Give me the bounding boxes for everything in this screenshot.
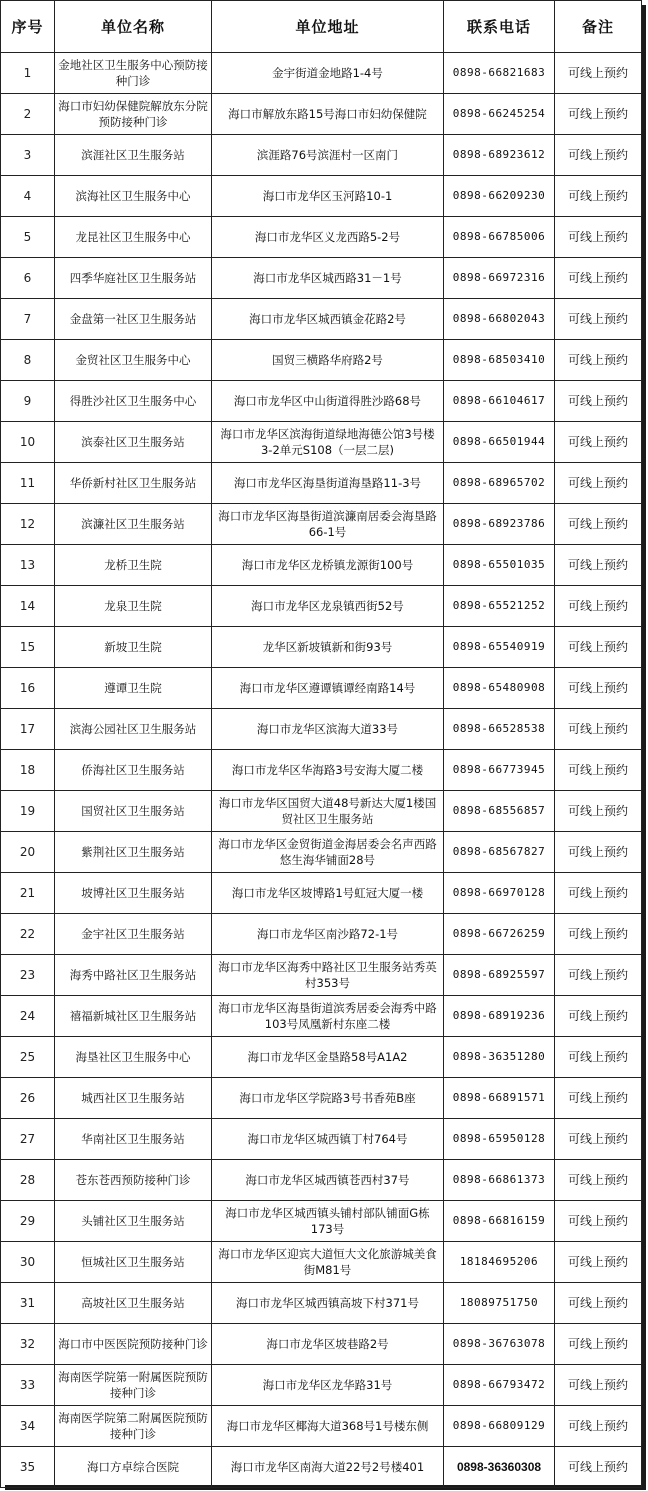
- cell-phone: 0898-66245254: [444, 94, 555, 135]
- cell-unit-name: 遵谭卫生院: [55, 668, 212, 709]
- cell-unit-address: 海口市龙华区玉河路10-1: [212, 176, 444, 217]
- cell-unit-name: 滨涯社区卫生服务站: [55, 135, 212, 176]
- cell-note: 可线上预约: [555, 709, 642, 750]
- cell-note: 可线上预约: [555, 832, 642, 873]
- cell-phone: 0898-68965702: [444, 463, 555, 504]
- cell-unit-address: 海口市龙华区海垦街道海垦路11-3号: [212, 463, 444, 504]
- cell-unit-name: 龙桥卫生院: [55, 545, 212, 586]
- cell-note: 可线上预约: [555, 791, 642, 832]
- cell-unit-address: 海口市龙华区坡巷路2号: [212, 1324, 444, 1365]
- cell-note: 可线上预约: [555, 422, 642, 463]
- cell-unit-address: 海口市龙华区城西镇苍西村37号: [212, 1160, 444, 1201]
- cell-unit-address: 海口市龙华区海秀中路社区卫生服务站秀英村353号: [212, 955, 444, 996]
- table-row: [1, 504, 642, 545]
- cell-unit-address: 海口市龙华区金垦路58号A1A2: [212, 1037, 444, 1078]
- cell-number: 33: [1, 1365, 55, 1406]
- cell-number: 17: [1, 709, 55, 750]
- cell-phone: 0898-65521252: [444, 586, 555, 627]
- cell-phone: 0898-66726259: [444, 914, 555, 955]
- table-row: [1, 381, 642, 422]
- cell-phone: 0898-68503410: [444, 340, 555, 381]
- cell-note: 可线上预约: [555, 135, 642, 176]
- cell-note: 可线上预约: [555, 299, 642, 340]
- cell-unit-address: 海口市龙华区城西镇高坡下村371号: [212, 1283, 444, 1324]
- table-row: [1, 914, 642, 955]
- cell-number: 31: [1, 1283, 55, 1324]
- table-row: [1, 422, 642, 463]
- table-row: [1, 996, 642, 1037]
- cell-note: 可线上预约: [555, 996, 642, 1037]
- table-row: [1, 955, 642, 996]
- cell-unit-name: 华南社区卫生服务站: [55, 1119, 212, 1160]
- cell-number: 35: [1, 1447, 55, 1488]
- cell-note: 可线上预约: [555, 1447, 642, 1488]
- table-row: [1, 258, 642, 299]
- cell-unit-address: 海口市龙华区国贸大道48号新达大厦1楼国贸社区卫生服务站: [212, 791, 444, 832]
- cell-note: 可线上预约: [555, 914, 642, 955]
- cell-phone: 0898-66528538: [444, 709, 555, 750]
- table-row: [1, 1324, 642, 1365]
- cell-number: 30: [1, 1242, 55, 1283]
- cell-unit-name: 海口市妇幼保健院解放东分院预防接种门诊: [55, 94, 212, 135]
- cell-unit-name: 金宇社区卫生服务站: [55, 914, 212, 955]
- cell-note: 可线上预约: [555, 627, 642, 668]
- cell-note: 可线上预约: [555, 1283, 642, 1324]
- cell-number: 25: [1, 1037, 55, 1078]
- table-row: [1, 668, 642, 709]
- cell-unit-name: 滨海公园社区卫生服务站: [55, 709, 212, 750]
- cell-number: 24: [1, 996, 55, 1037]
- cell-number: 26: [1, 1078, 55, 1119]
- table-row: [1, 1119, 642, 1160]
- cell-unit-name: 金贸社区卫生服务中心: [55, 340, 212, 381]
- cell-unit-address: 海口市龙华区遵谭镇谭经南路14号: [212, 668, 444, 709]
- cell-phone: 0898-68567827: [444, 832, 555, 873]
- cell-phone: 18089751750: [444, 1283, 555, 1324]
- cell-phone: 0898-36763078: [444, 1324, 555, 1365]
- cell-note: 可线上预约: [555, 1365, 642, 1406]
- cell-unit-address: 海口市龙华区南沙路72-1号: [212, 914, 444, 955]
- table-row: [1, 340, 642, 381]
- table-row: [1, 873, 642, 914]
- cell-number: 14: [1, 586, 55, 627]
- cell-number: 18: [1, 750, 55, 791]
- table-row: [1, 750, 642, 791]
- cell-unit-name: 滨泰社区卫生服务站: [55, 422, 212, 463]
- table-row: [1, 791, 642, 832]
- cell-note: 可线上预约: [555, 1242, 642, 1283]
- cell-number: 9: [1, 381, 55, 422]
- cell-unit-address: 海口市龙华区华海路3号安海大厦二楼: [212, 750, 444, 791]
- table-row: [1, 1037, 642, 1078]
- table-row: [1, 709, 642, 750]
- cell-unit-name: 海垦社区卫生服务中心: [55, 1037, 212, 1078]
- table-row: [1, 1160, 642, 1201]
- cell-unit-address: 海口市龙华区海垦街道滨濂南居委会海垦路66-1号: [212, 504, 444, 545]
- cell-number: 20: [1, 832, 55, 873]
- cell-number: 11: [1, 463, 55, 504]
- cell-unit-name: 金盘第一社区卫生服务站: [55, 299, 212, 340]
- cell-unit-name: 滨海社区卫生服务中心: [55, 176, 212, 217]
- cell-note: 可线上预约: [555, 955, 642, 996]
- cell-note: 可线上预约: [555, 53, 642, 94]
- cell-unit-name: 海口方卓综合医院: [55, 1447, 212, 1488]
- cell-number: 3: [1, 135, 55, 176]
- cell-note: 可线上预约: [555, 381, 642, 422]
- cell-unit-address: 海口市龙华区龙华路31号: [212, 1365, 444, 1406]
- cell-phone: 0898-65501035: [444, 545, 555, 586]
- cell-unit-name: 四季华庭社区卫生服务站: [55, 258, 212, 299]
- table-row: [1, 53, 642, 94]
- cell-phone: 0898-65540919: [444, 627, 555, 668]
- cell-phone: 0898-68923786: [444, 504, 555, 545]
- table-row: [1, 299, 642, 340]
- cell-unit-name: 华侨新村社区卫生服务站: [55, 463, 212, 504]
- cell-number: 6: [1, 258, 55, 299]
- table-row: [1, 545, 642, 586]
- cell-number: 23: [1, 955, 55, 996]
- cell-unit-name: 侨海社区卫生服务站: [55, 750, 212, 791]
- cell-number: 34: [1, 1406, 55, 1447]
- cell-unit-name: 城西社区卫生服务站: [55, 1078, 212, 1119]
- cell-note: 可线上预约: [555, 1406, 642, 1447]
- cell-unit-name: 头铺社区卫生服务站: [55, 1201, 212, 1242]
- cell-number: 19: [1, 791, 55, 832]
- cell-unit-name: 龙泉卫生院: [55, 586, 212, 627]
- cell-phone: 0898-66816159: [444, 1201, 555, 1242]
- cell-unit-address: 海口市龙华区中山街道得胜沙路68号: [212, 381, 444, 422]
- cell-number: 4: [1, 176, 55, 217]
- cell-number: 15: [1, 627, 55, 668]
- cell-unit-address: 海口市解放东路15号海口市妇幼保健院: [212, 94, 444, 135]
- cell-phone: 0898-65950128: [444, 1119, 555, 1160]
- cell-unit-address: 海口市龙华区滨海街道绿地海德公馆3号楼3-2单元S108（一层二层): [212, 422, 444, 463]
- cell-phone: 0898-66793472: [444, 1365, 555, 1406]
- cell-note: 可线上预约: [555, 94, 642, 135]
- header-row: [1, 1, 642, 53]
- cell-phone: 0898-66209230: [444, 176, 555, 217]
- cell-phone: 0898-66861373: [444, 1160, 555, 1201]
- cell-unit-address: 海口市龙华区学院路3号书香苑B座: [212, 1078, 444, 1119]
- cell-note: 可线上预约: [555, 586, 642, 627]
- table-row: [1, 217, 642, 258]
- cell-number: 28: [1, 1160, 55, 1201]
- cell-unit-address: 海口市龙华区金贸街道金海居委会名声西路悠生海华铺面28号: [212, 832, 444, 873]
- cell-unit-address: 海口市龙华区龙泉镇西街52号: [212, 586, 444, 627]
- cell-phone: 0898-68925597: [444, 955, 555, 996]
- cell-unit-name: 高坡社区卫生服务站: [55, 1283, 212, 1324]
- cell-note: 可线上预约: [555, 1201, 642, 1242]
- cell-number: 29: [1, 1201, 55, 1242]
- cell-unit-address: 滨涯路76号滨涯村一区南门: [212, 135, 444, 176]
- cell-phone: 0898-66970128: [444, 873, 555, 914]
- cell-number: 21: [1, 873, 55, 914]
- cell-unit-name: 禧福新城社区卫生服务站: [55, 996, 212, 1037]
- cell-note: 可线上预约: [555, 176, 642, 217]
- table-body: [1, 53, 642, 1488]
- cell-number: 27: [1, 1119, 55, 1160]
- header-unit-name: 单位名称: [55, 1, 212, 53]
- cell-phone: 0898-66809129: [444, 1406, 555, 1447]
- table-row: [1, 832, 642, 873]
- cell-number: 10: [1, 422, 55, 463]
- table-row: [1, 135, 642, 176]
- cell-note: 可线上预约: [555, 750, 642, 791]
- table-row: [1, 627, 642, 668]
- table-row: [1, 1078, 642, 1119]
- cell-unit-address: 海口市龙华区城西路31－1号: [212, 258, 444, 299]
- cell-unit-address: 海口市龙华区龙桥镇龙源街100号: [212, 545, 444, 586]
- cell-unit-address: 海口市龙华区南海大道22号2号楼401: [212, 1447, 444, 1488]
- cell-number: 22: [1, 914, 55, 955]
- cell-unit-address: 龙华区新坡镇新和街93号: [212, 627, 444, 668]
- cell-unit-name: 滨濂社区卫生服务站: [55, 504, 212, 545]
- cell-note: 可线上预约: [555, 1160, 642, 1201]
- cell-phone: 0898-66785006: [444, 217, 555, 258]
- table-row: [1, 94, 642, 135]
- header-note: 备注: [555, 1, 642, 53]
- cell-note: 可线上预约: [555, 873, 642, 914]
- cell-unit-name: 新坡卫生院: [55, 627, 212, 668]
- cell-unit-name: 海秀中路社区卫生服务站: [55, 955, 212, 996]
- cell-phone: 0898-66821683: [444, 53, 555, 94]
- table-row: [1, 1283, 642, 1324]
- cell-phone: 0898-66501944: [444, 422, 555, 463]
- cell-unit-name: 龙昆社区卫生服务中心: [55, 217, 212, 258]
- table-row: [1, 586, 642, 627]
- header-number: 序号: [1, 1, 55, 53]
- cell-note: 可线上预约: [555, 340, 642, 381]
- cell-unit-address: 金宇街道金地路1-4号: [212, 53, 444, 94]
- cell-unit-address: 海口市龙华区椰海大道368号1号楼东侧: [212, 1406, 444, 1447]
- table-header: [1, 1, 642, 53]
- cell-note: 可线上预约: [555, 504, 642, 545]
- cell-number: 16: [1, 668, 55, 709]
- cell-note: 可线上预约: [555, 463, 642, 504]
- cell-unit-name: 紫荆社区卫生服务站: [55, 832, 212, 873]
- cell-number: 13: [1, 545, 55, 586]
- cell-phone: 0898-66972316: [444, 258, 555, 299]
- cell-unit-address: 海口市龙华区滨海大道33号: [212, 709, 444, 750]
- cell-number: 32: [1, 1324, 55, 1365]
- cell-number: 2: [1, 94, 55, 135]
- cell-note: 可线上预约: [555, 545, 642, 586]
- cell-phone: 0898-36360308: [444, 1447, 555, 1488]
- cell-unit-address: 海口市龙华区迎宾大道恒大文化旅游城美食街M81号: [212, 1242, 444, 1283]
- cell-phone: 0898-66891571: [444, 1078, 555, 1119]
- cell-phone: 0898-66104617: [444, 381, 555, 422]
- cell-note: 可线上预约: [555, 258, 642, 299]
- cell-unit-address: 海口市龙华区城西镇金花路2号: [212, 299, 444, 340]
- cell-number: 12: [1, 504, 55, 545]
- cell-note: 可线上预约: [555, 1078, 642, 1119]
- cell-note: 可线上预约: [555, 1037, 642, 1078]
- cell-unit-name: 坡博社区卫生服务站: [55, 873, 212, 914]
- cell-unit-name: 海南医学院第二附属医院预防接种门诊: [55, 1406, 212, 1447]
- cell-phone: 0898-68556857: [444, 791, 555, 832]
- cell-phone: 0898-65480908: [444, 668, 555, 709]
- table-row: [1, 1365, 642, 1406]
- cell-phone: 18184695206: [444, 1242, 555, 1283]
- cell-number: 8: [1, 340, 55, 381]
- cell-unit-address: 海口市龙华区义龙西路5-2号: [212, 217, 444, 258]
- cell-phone: 0898-66773945: [444, 750, 555, 791]
- cell-unit-name: 海南医学院第一附属医院预防接种门诊: [55, 1365, 212, 1406]
- cell-unit-address: 国贸三横路华府路2号: [212, 340, 444, 381]
- cell-unit-address: 海口市龙华区海垦街道滨秀居委会海秀中路103号凤凰新村东座二楼: [212, 996, 444, 1037]
- header-unit-address: 单位地址: [212, 1, 444, 53]
- table-row: [1, 176, 642, 217]
- cell-unit-address: 海口市龙华区城西镇头铺村部队铺面G栋173号: [212, 1201, 444, 1242]
- cell-unit-address: 海口市龙华区城西镇丁村764号: [212, 1119, 444, 1160]
- cell-number: 5: [1, 217, 55, 258]
- cell-unit-name: 海口市中医医院预防接种门诊: [55, 1324, 212, 1365]
- cell-phone: 0898-36351280: [444, 1037, 555, 1078]
- table-row: [1, 463, 642, 504]
- cell-number: 1: [1, 53, 55, 94]
- table-row: [1, 1406, 642, 1447]
- cell-unit-name: 国贸社区卫生服务站: [55, 791, 212, 832]
- cell-unit-name: 得胜沙社区卫生服务中心: [55, 381, 212, 422]
- table-row: [1, 1447, 642, 1488]
- cell-phone: 0898-68919236: [444, 996, 555, 1037]
- header-phone: 联系电话: [444, 1, 555, 53]
- table-row: [1, 1242, 642, 1283]
- cell-unit-name: 苍东苍西预防接种门诊: [55, 1160, 212, 1201]
- cell-unit-name: 金地社区卫生服务中心预防接种门诊: [55, 53, 212, 94]
- cell-note: 可线上预约: [555, 1324, 642, 1365]
- cell-unit-address: 海口市龙华区坡博路1号虹冠大厦一楼: [212, 873, 444, 914]
- cell-phone: 0898-68923612: [444, 135, 555, 176]
- cell-number: 7: [1, 299, 55, 340]
- cell-unit-name: 恒城社区卫生服务站: [55, 1242, 212, 1283]
- cell-note: 可线上预约: [555, 668, 642, 709]
- cell-phone: 0898-66802043: [444, 299, 555, 340]
- cell-note: 可线上预约: [555, 1119, 642, 1160]
- table-row: [1, 1201, 642, 1242]
- cell-note: 可线上预约: [555, 217, 642, 258]
